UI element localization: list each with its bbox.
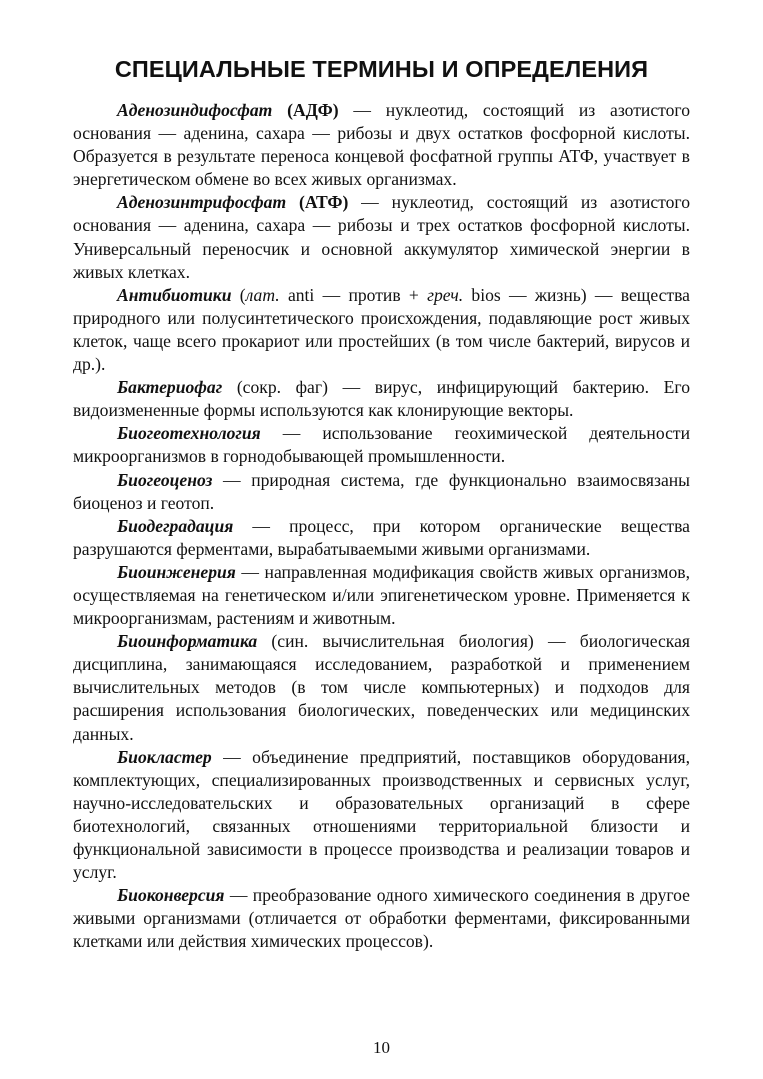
term: Биоконверсия: [117, 885, 225, 906]
definition-adp: [73, 99, 690, 191]
term: Антибиотики: [117, 284, 232, 305]
language-abbreviation: лат.: [245, 284, 280, 305]
term: Биоинформатика: [117, 631, 258, 652]
page-title: СПЕЦИАЛЬНЫЕ ТЕРМИНЫ И ОПРЕДЕЛЕНИЯ: [114, 56, 649, 82]
term: Аденозиндифосфат: [117, 100, 273, 120]
definition-text: anti — против +: [279, 284, 428, 305]
definition-text: — процесс, при котором органические вещества разрушаются ферментами, вырабатываемыми живыми организмами.: [73, 515, 690, 559]
definition-text: (сокр. фаг) — вирус, инфицирующий бактерию. Его видоизмененные формы используются как клонирующие векторы.: [73, 377, 690, 421]
definition-antibiotics: [73, 284, 690, 376]
definition-text: — объединение предприятий, поставщиков оборудования, комплектующих, специализированных производственных и сервисных услуг, научно-исследовательских и образовательных организаций в сфере биотехнологий, связанных отношениями территориальной близости и функциональной зависимости в процессе производства и реализации товаров и услуг.: [73, 746, 690, 883]
definition-bioconversion: [73, 884, 690, 953]
definition-text: — нуклеотид, состоящий из азотистого основания — аденина, сахара — рибозы и двух остатков фосфорной кислоты. Образуется в результате переноса концевой фосфатной группы АТФ, участвует в энергетическом обмене во всех живых организмах.: [73, 100, 690, 190]
definition-biogeotechnology: [73, 422, 690, 468]
term: Биокластер: [117, 746, 212, 767]
term-abbreviation: (АДФ): [287, 100, 339, 120]
definition-atp: [73, 191, 690, 283]
language-abbreviation: греч.: [427, 284, 464, 305]
definition-biocluster: [73, 746, 690, 885]
definition-text: — преобразование одного химического соединения в другое живыми организмами (отличается от обработки ферментами, фиксированными клетками или действия химических процессов).: [73, 885, 690, 952]
term: Биоинженерия: [117, 561, 236, 582]
term: Аденозинтрифосфат: [117, 192, 287, 213]
definition-text: — использование геохимической деятельности микроорганизмов в горнодобывающей промышленности.: [73, 423, 690, 467]
definition-biodegradation: [73, 515, 690, 561]
term-abbreviation: (АТФ): [298, 192, 349, 213]
term: Бактериофаг: [117, 377, 223, 398]
definition-text: (син. вычислительная биология) — биологическая дисциплина, занимающаяся исследованием, разработкой и применением вычислительных методов (в том числе компьютерных) и подходов для расширения использования биологических, поведенческих или медицинских данных.: [73, 631, 690, 744]
definition-bioinformatics: [73, 630, 690, 745]
definition-biogeocenosis: [73, 469, 690, 515]
definition-text: — нуклеотид, состоящий из азотистого основания — аденина, сахара — рибозы и трех остатков фосфорной кислоты. Универсальный переносчик и основной аккумулятор химической энергии в живых клетках.: [73, 192, 690, 282]
page-content: [73, 52, 690, 953]
page-number: 10: [373, 1038, 390, 1057]
term: Биодеградация: [117, 515, 234, 536]
definition-bacteriophage: [73, 376, 690, 422]
definition-text: (: [231, 284, 246, 305]
term: Биогеоценоз: [117, 469, 213, 490]
term: Биогеотехнология: [117, 423, 261, 444]
definition-text: — направленная модификация свойств живых организмов, осуществляемая на генетическом и/или эпигенетическом уровне. Применяется к микроорганизмам, растениям и животным.: [73, 561, 690, 629]
definition-text: bios — жизнь) — вещества природного или полусинтетического происхождения, подавляющие рост живых клеток, чаще всего прокариот или простейших (в том числе бактерий, вирусов и др.).: [73, 284, 690, 375]
definition-text: — природная система, где функционально взаимосвязаны биоценоз и геотоп.: [73, 469, 690, 513]
definition-bioengineering: [73, 561, 690, 630]
